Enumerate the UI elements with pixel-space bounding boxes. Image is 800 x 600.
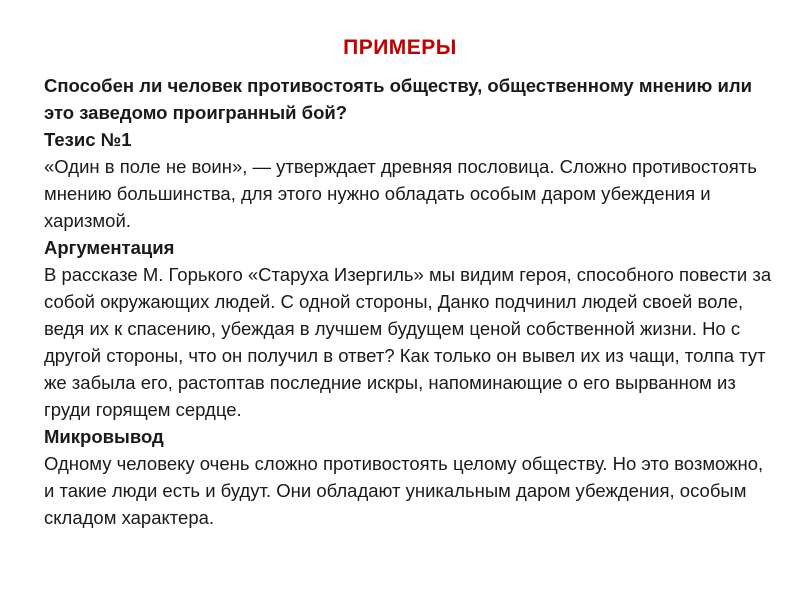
slide-title: ПРИМЕРЫ — [343, 36, 457, 59]
argument-heading: Аргументация — [44, 237, 175, 258]
question-text: Способен ли человек противостоять обществу, общественному мнению или это заведомо проигранный бой? — [44, 75, 752, 123]
slide-content — [44, 72, 774, 531]
thesis-heading: Тезис №1 — [44, 129, 132, 150]
argument-text: В рассказе М. Горького «Старуха Изергиль» мы видим героя, способного повести за собой окружающих людей. С одной стороны, Данко подчинил людей своей воле, ведя их к спасению, убеждая в лучшем будущем ценой собственной жизни. Но с другой стороны, что он получил в ответ? Как только он вывел их из чащи, толпа тут же забыла его, растоптав последние искры, напоминающие о его вырванном из груди горящем сердце. — [44, 264, 772, 420]
conclusion-text: Одному человеку очень сложно противостоять целому обществу. Но это возможно, и такие люди есть и будут. Они обладают уникальным даром убеждения, особым складом характера. — [44, 453, 764, 528]
thesis-text: «Один в поле не воин», — утверждает древняя пословица. Сложно противостоять мнению большинства, для этого нужно обладать особым даром убеждения и харизмой. — [44, 156, 757, 231]
conclusion-heading: Микровывод — [44, 426, 164, 447]
